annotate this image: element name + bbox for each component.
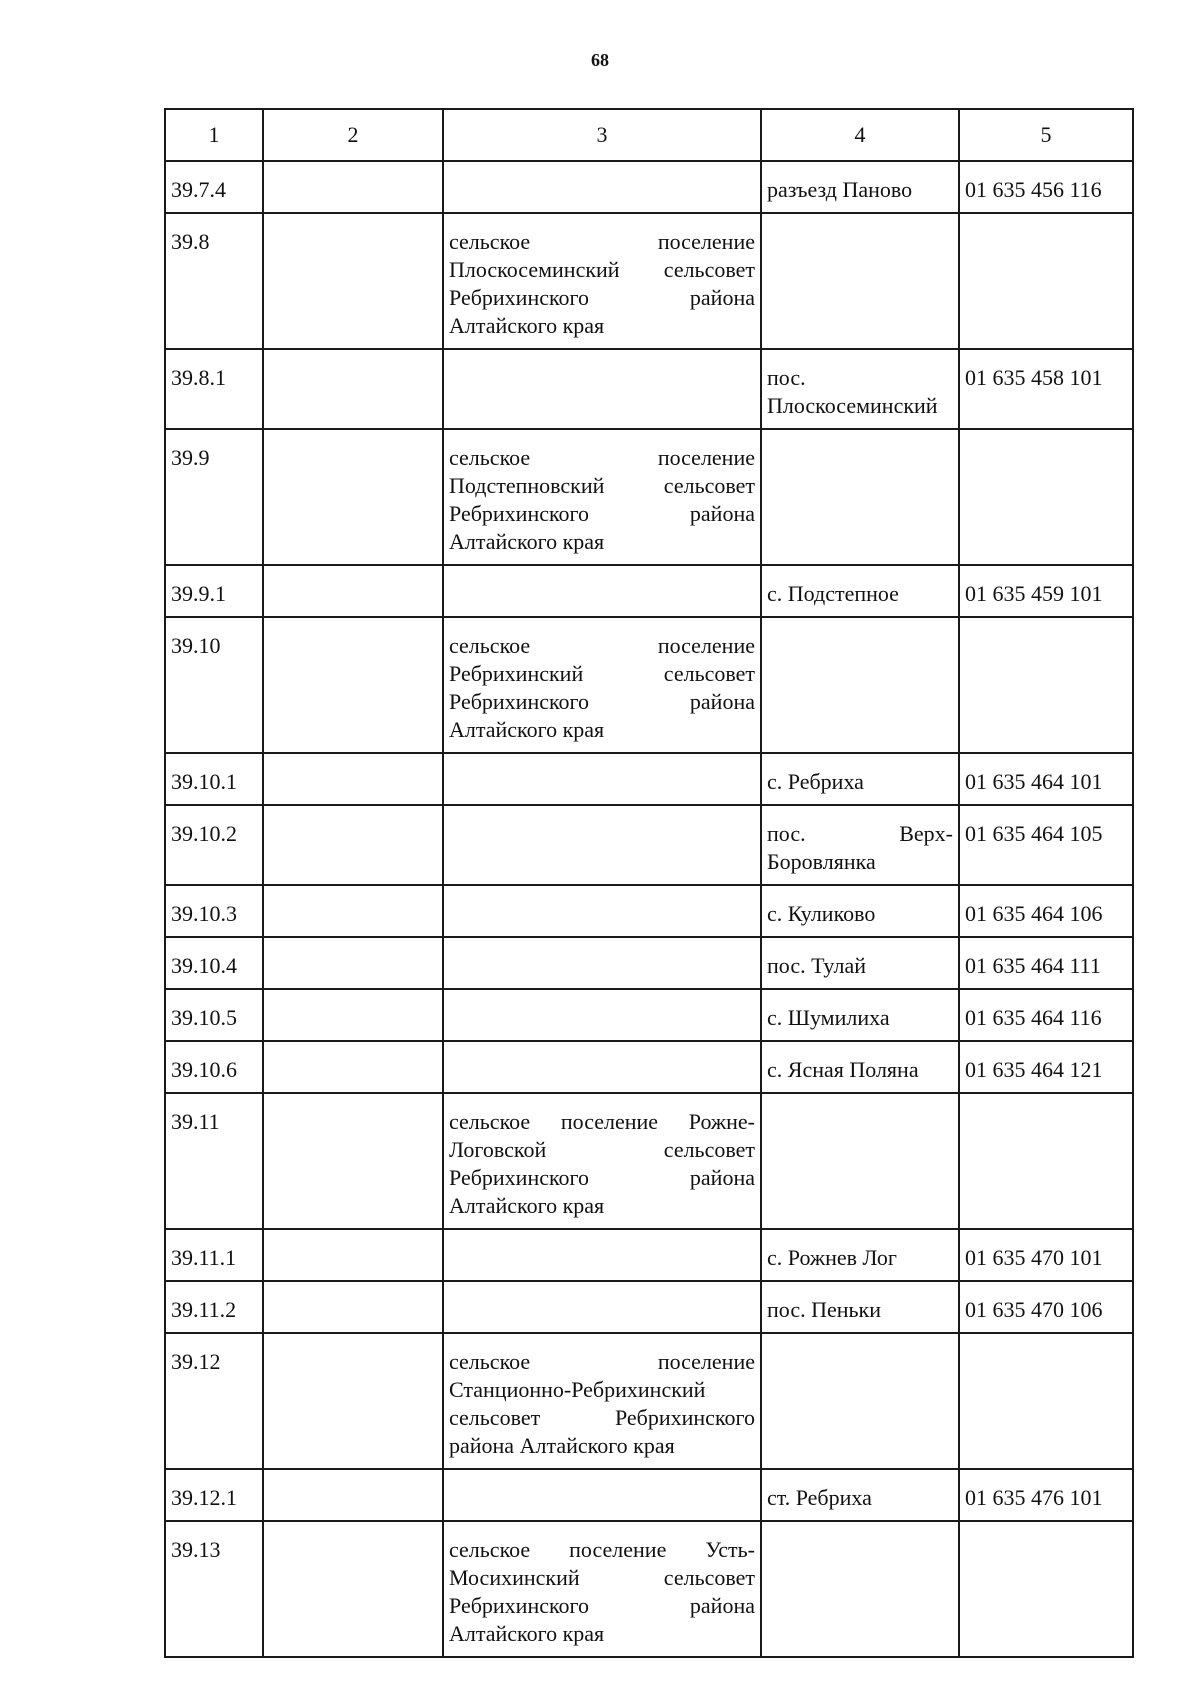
table-row xyxy=(165,349,1133,429)
table-row xyxy=(165,565,1133,617)
registry-table xyxy=(164,108,1134,1658)
column-2-cell xyxy=(263,1281,443,1333)
settlement-name-cell: сельское поселение Рожне-Логовской сельсовет Ребрихинского района Алтайского края xyxy=(443,1093,761,1229)
locality-cell: с. Куликово xyxy=(761,885,959,937)
table-row xyxy=(165,989,1133,1041)
locality-cell: пос. Плоскосеминский xyxy=(761,349,959,429)
okato-code-cell: 01 635 476 101 xyxy=(959,1469,1133,1521)
code-cell: 39.10 xyxy=(165,617,263,753)
okato-code-cell: 01 635 459 101 xyxy=(959,565,1133,617)
header-cell-5: 5 xyxy=(959,109,1133,161)
column-2-cell xyxy=(263,429,443,565)
locality-cell: с. Ребриха xyxy=(761,753,959,805)
code-cell: 39.8 xyxy=(165,213,263,349)
code-cell: 39.12 xyxy=(165,1333,263,1469)
code-cell: 39.9 xyxy=(165,429,263,565)
settlement-name-cell: сельское поселение Станционно-Ребрихинский сельсовет Ребрихинского района Алтайского края xyxy=(443,1333,761,1469)
header-cell-3: 3 xyxy=(443,109,761,161)
table-header-row xyxy=(165,109,1133,161)
column-2-cell xyxy=(263,1333,443,1469)
header-cell-1: 1 xyxy=(165,109,263,161)
column-2-cell xyxy=(263,753,443,805)
column-2-cell xyxy=(263,161,443,213)
table-row xyxy=(165,161,1133,213)
table-row xyxy=(165,1229,1133,1281)
settlement-name-cell xyxy=(443,885,761,937)
table-row xyxy=(165,885,1133,937)
locality-cell: с. Шумилиха xyxy=(761,989,959,1041)
okato-code-cell: 01 635 464 106 xyxy=(959,885,1133,937)
table-row xyxy=(165,1333,1133,1469)
locality-cell xyxy=(761,213,959,349)
column-2-cell xyxy=(263,213,443,349)
column-2-cell xyxy=(263,1229,443,1281)
column-2-cell xyxy=(263,1041,443,1093)
locality-cell xyxy=(761,617,959,753)
code-cell: 39.8.1 xyxy=(165,349,263,429)
locality-cell: с. Подстепное xyxy=(761,565,959,617)
code-cell: 39.11 xyxy=(165,1093,263,1229)
okato-code-cell xyxy=(959,617,1133,753)
settlement-name-cell xyxy=(443,1041,761,1093)
okato-code-cell: 01 635 464 111 xyxy=(959,937,1133,989)
settlement-name-cell xyxy=(443,1229,761,1281)
okato-code-cell: 01 635 464 121 xyxy=(959,1041,1133,1093)
locality-cell: пос. Верх-Боровлянка xyxy=(761,805,959,885)
header-cell-4: 4 xyxy=(761,109,959,161)
code-cell: 39.11.2 xyxy=(165,1281,263,1333)
okato-code-cell: 01 635 464 105 xyxy=(959,805,1133,885)
settlement-name-cell: сельское поселение Усть-Мосихинский сельсовет Ребрихинского района Алтайского края xyxy=(443,1521,761,1657)
locality-cell xyxy=(761,1093,959,1229)
table-row xyxy=(165,617,1133,753)
code-cell: 39.12.1 xyxy=(165,1469,263,1521)
table-row xyxy=(165,1469,1133,1521)
okato-code-cell: 01 635 470 101 xyxy=(959,1229,1133,1281)
code-cell: 39.9.1 xyxy=(165,565,263,617)
locality-cell: ст. Ребриха xyxy=(761,1469,959,1521)
okato-code-cell: 01 635 456 116 xyxy=(959,161,1133,213)
column-2-cell xyxy=(263,937,443,989)
code-cell: 39.10.1 xyxy=(165,753,263,805)
settlement-name-cell xyxy=(443,161,761,213)
table-row xyxy=(165,753,1133,805)
code-cell: 39.7.4 xyxy=(165,161,263,213)
settlement-name-cell: сельское поселение Плоскосеминский сельсовет Ребрихинского района Алтайского края xyxy=(443,213,761,349)
okato-code-cell: 01 635 458 101 xyxy=(959,349,1133,429)
okato-code-cell: 01 635 470 106 xyxy=(959,1281,1133,1333)
column-2-cell xyxy=(263,885,443,937)
settlement-name-cell xyxy=(443,1281,761,1333)
table-row xyxy=(165,1093,1133,1229)
column-2-cell xyxy=(263,1521,443,1657)
locality-cell: пос. Пеньки xyxy=(761,1281,959,1333)
locality-cell: с. Ясная Поляна xyxy=(761,1041,959,1093)
column-2-cell xyxy=(263,349,443,429)
column-2-cell xyxy=(263,989,443,1041)
settlement-name-cell: сельское поселение Подстепновский сельсовет Ребрихинского района Алтайского края xyxy=(443,429,761,565)
locality-cell xyxy=(761,429,959,565)
settlement-name-cell xyxy=(443,349,761,429)
settlement-name-cell xyxy=(443,1469,761,1521)
settlement-name-cell xyxy=(443,753,761,805)
table-row xyxy=(165,1521,1133,1657)
table-row xyxy=(165,1281,1133,1333)
locality-cell: с. Рожнев Лог xyxy=(761,1229,959,1281)
settlement-name-cell xyxy=(443,989,761,1041)
code-cell: 39.10.3 xyxy=(165,885,263,937)
okato-code-cell xyxy=(959,1521,1133,1657)
table-row xyxy=(165,937,1133,989)
code-cell: 39.10.2 xyxy=(165,805,263,885)
header-cell-2: 2 xyxy=(263,109,443,161)
locality-cell xyxy=(761,1333,959,1469)
okato-code-cell xyxy=(959,1093,1133,1229)
column-2-cell xyxy=(263,1469,443,1521)
code-cell: 39.11.1 xyxy=(165,1229,263,1281)
page-number: 68 xyxy=(591,50,609,70)
table-row xyxy=(165,429,1133,565)
okato-code-cell xyxy=(959,213,1133,349)
settlement-name-cell xyxy=(443,805,761,885)
okato-code-cell: 01 635 464 116 xyxy=(959,989,1133,1041)
table-row xyxy=(165,805,1133,885)
column-2-cell xyxy=(263,1093,443,1229)
okato-code-cell: 01 635 464 101 xyxy=(959,753,1133,805)
code-cell: 39.10.4 xyxy=(165,937,263,989)
code-cell: 39.10.6 xyxy=(165,1041,263,1093)
column-2-cell xyxy=(263,617,443,753)
settlement-name-cell xyxy=(443,937,761,989)
code-cell: 39.10.5 xyxy=(165,989,263,1041)
table-row xyxy=(165,213,1133,349)
column-2-cell xyxy=(263,805,443,885)
locality-cell: разъезд Паново xyxy=(761,161,959,213)
okato-code-cell xyxy=(959,429,1133,565)
table-body xyxy=(165,161,1133,1657)
okato-code-cell xyxy=(959,1333,1133,1469)
table-row xyxy=(165,1041,1133,1093)
column-2-cell xyxy=(263,565,443,617)
locality-cell xyxy=(761,1521,959,1657)
code-cell: 39.13 xyxy=(165,1521,263,1657)
locality-cell: пос. Тулай xyxy=(761,937,959,989)
settlement-name-cell: сельское поселение Ребрихинский сельсовет Ребрихинского района Алтайского края xyxy=(443,617,761,753)
settlement-name-cell xyxy=(443,565,761,617)
